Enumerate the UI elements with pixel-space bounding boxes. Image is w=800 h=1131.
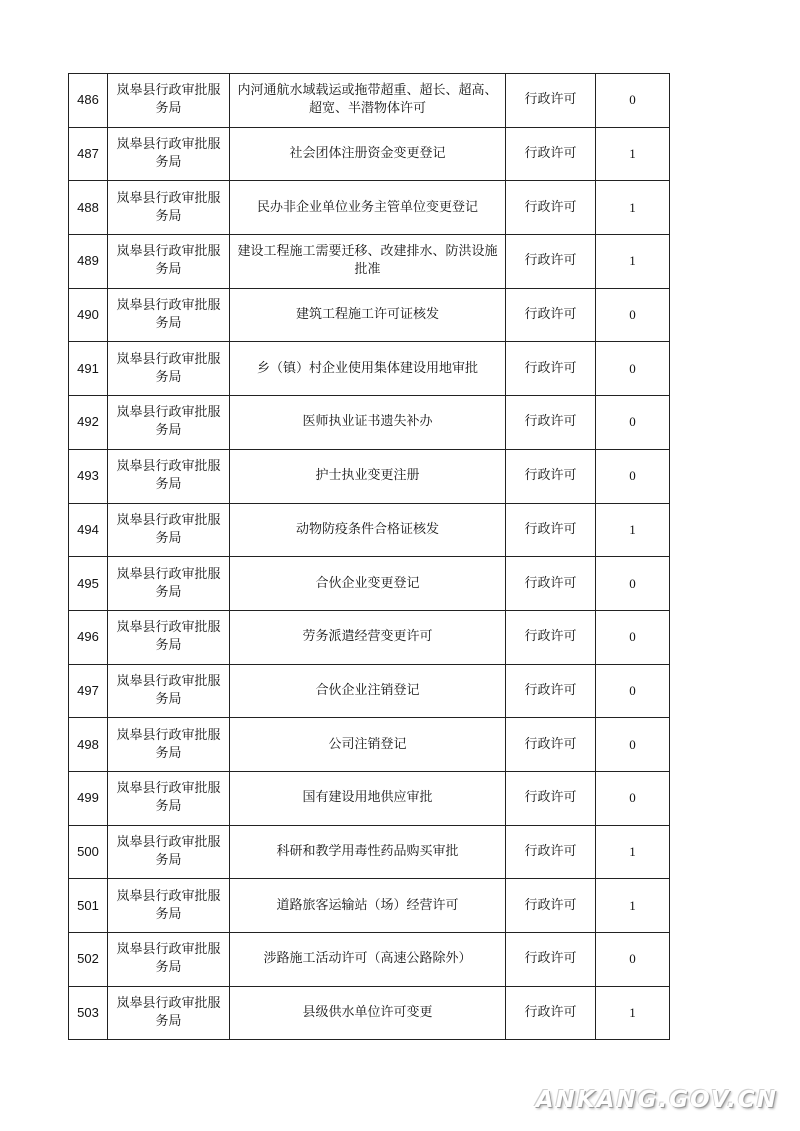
item-type-cell: 行政许可 (506, 610, 596, 664)
row-number: 501 (69, 879, 108, 933)
count-cell: 1 (596, 986, 670, 1040)
item-name-cell: 内河通航水域载运或拖带超重、超长、超高、超宽、半潜物体许可 (230, 74, 506, 128)
item-type-cell: 行政许可 (506, 396, 596, 450)
department-cell: 岚皋县行政审批服务局 (108, 449, 230, 503)
table-row (69, 825, 670, 879)
item-name-cell: 医师执业证书遗失补办 (230, 396, 506, 450)
row-number: 496 (69, 610, 108, 664)
department-cell: 岚皋县行政审批服务局 (108, 288, 230, 342)
count-cell: 1 (596, 127, 670, 181)
table-row (69, 342, 670, 396)
department-cell: 岚皋县行政审批服务局 (108, 825, 230, 879)
table-row (69, 181, 670, 235)
item-name-cell: 乡（镇）村企业使用集体建设用地审批 (230, 342, 506, 396)
table-row (69, 288, 670, 342)
item-type-cell: 行政许可 (506, 181, 596, 235)
records-table-body (69, 74, 670, 1040)
count-cell: 1 (596, 503, 670, 557)
row-number: 495 (69, 557, 108, 611)
item-type-cell: 行政许可 (506, 557, 596, 611)
table-row (69, 127, 670, 181)
count-cell: 0 (596, 718, 670, 772)
department-cell: 岚皋县行政审批服务局 (108, 610, 230, 664)
item-name-cell: 社会团体注册资金变更登记 (230, 127, 506, 181)
row-number: 498 (69, 718, 108, 772)
item-name-cell: 公司注销登记 (230, 718, 506, 772)
row-number: 491 (69, 342, 108, 396)
count-cell: 1 (596, 879, 670, 933)
table-row (69, 503, 670, 557)
item-name-cell: 建筑工程施工许可证核发 (230, 288, 506, 342)
item-type-cell: 行政许可 (506, 879, 596, 933)
department-cell: 岚皋县行政审批服务局 (108, 127, 230, 181)
department-cell: 岚皋县行政审批服务局 (108, 396, 230, 450)
count-cell: 0 (596, 449, 670, 503)
table-row (69, 718, 670, 772)
item-name-cell: 民办非企业单位业务主管单位变更登记 (230, 181, 506, 235)
table-row (69, 986, 670, 1040)
site-watermark: ANKANG.GOV.CN (535, 1087, 778, 1113)
row-number: 489 (69, 235, 108, 289)
row-number: 503 (69, 986, 108, 1040)
count-cell: 0 (596, 664, 670, 718)
item-type-cell: 行政许可 (506, 986, 596, 1040)
department-cell: 岚皋县行政审批服务局 (108, 74, 230, 128)
row-number: 492 (69, 396, 108, 450)
count-cell: 0 (596, 342, 670, 396)
table-row (69, 557, 670, 611)
item-name-cell: 劳务派遣经营变更许可 (230, 610, 506, 664)
table-row (69, 879, 670, 933)
item-type-cell: 行政许可 (506, 933, 596, 987)
count-cell: 0 (596, 933, 670, 987)
item-type-cell: 行政许可 (506, 127, 596, 181)
item-name-cell: 县级供水单位许可变更 (230, 986, 506, 1040)
department-cell: 岚皋县行政审批服务局 (108, 181, 230, 235)
department-cell: 岚皋县行政审批服务局 (108, 235, 230, 289)
item-name-cell: 建设工程施工需要迁移、改建排水、防洪设施批准 (230, 235, 506, 289)
item-type-cell: 行政许可 (506, 771, 596, 825)
item-name-cell: 科研和教学用毒性药品购买审批 (230, 825, 506, 879)
department-cell: 岚皋县行政审批服务局 (108, 342, 230, 396)
department-cell: 岚皋县行政审批服务局 (108, 771, 230, 825)
department-cell: 岚皋县行政审批服务局 (108, 933, 230, 987)
table-row (69, 771, 670, 825)
table-row (69, 610, 670, 664)
row-number: 490 (69, 288, 108, 342)
row-number: 487 (69, 127, 108, 181)
item-name-cell: 涉路施工活动许可（高速公路除外） (230, 933, 506, 987)
count-cell: 0 (596, 771, 670, 825)
count-cell: 1 (596, 235, 670, 289)
count-cell: 0 (596, 396, 670, 450)
item-type-cell: 行政许可 (506, 449, 596, 503)
item-type-cell: 行政许可 (506, 235, 596, 289)
item-type-cell: 行政许可 (506, 342, 596, 396)
department-cell: 岚皋县行政审批服务局 (108, 503, 230, 557)
row-number: 500 (69, 825, 108, 879)
count-cell: 0 (596, 557, 670, 611)
department-cell: 岚皋县行政审批服务局 (108, 557, 230, 611)
item-type-cell: 行政许可 (506, 74, 596, 128)
count-cell: 0 (596, 610, 670, 664)
count-cell: 1 (596, 825, 670, 879)
count-cell: 0 (596, 288, 670, 342)
item-name-cell: 动物防疫条件合格证核发 (230, 503, 506, 557)
row-number: 499 (69, 771, 108, 825)
table-row (69, 396, 670, 450)
item-name-cell: 合伙企业变更登记 (230, 557, 506, 611)
item-type-cell: 行政许可 (506, 288, 596, 342)
item-type-cell: 行政许可 (506, 503, 596, 557)
department-cell: 岚皋县行政审批服务局 (108, 986, 230, 1040)
item-name-cell: 护士执业变更注册 (230, 449, 506, 503)
table-row (69, 664, 670, 718)
row-number: 502 (69, 933, 108, 987)
item-type-cell: 行政许可 (506, 718, 596, 772)
table-row (69, 74, 670, 128)
department-cell: 岚皋县行政审批服务局 (108, 664, 230, 718)
row-number: 486 (69, 74, 108, 128)
count-cell: 0 (596, 74, 670, 128)
table-row (69, 449, 670, 503)
row-number: 488 (69, 181, 108, 235)
row-number: 494 (69, 503, 108, 557)
department-cell: 岚皋县行政审批服务局 (108, 718, 230, 772)
department-cell: 岚皋县行政审批服务局 (108, 879, 230, 933)
records-table (68, 73, 670, 1040)
row-number: 497 (69, 664, 108, 718)
item-name-cell: 国有建设用地供应审批 (230, 771, 506, 825)
table-row (69, 933, 670, 987)
item-type-cell: 行政许可 (506, 825, 596, 879)
table-row (69, 235, 670, 289)
item-type-cell: 行政许可 (506, 664, 596, 718)
count-cell: 1 (596, 181, 670, 235)
item-name-cell: 道路旅客运输站（场）经营许可 (230, 879, 506, 933)
row-number: 493 (69, 449, 108, 503)
item-name-cell: 合伙企业注销登记 (230, 664, 506, 718)
